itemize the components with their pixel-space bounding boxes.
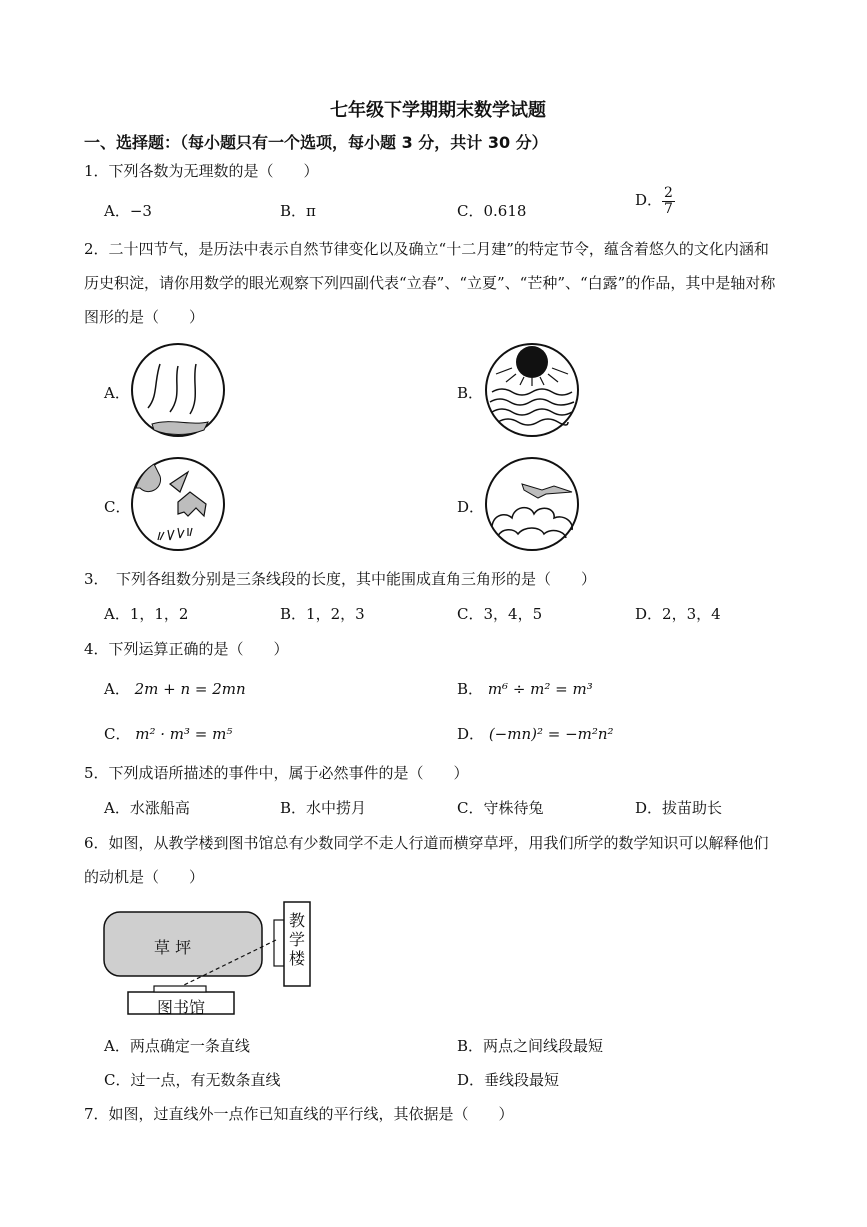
question-4-option-d[interactable]: [457, 723, 614, 744]
question-2-line-3: 图形的是（ ）: [84, 308, 205, 326]
question-7-stem: 7．如图，过直线外一点作已知直线的平行线，其依据是（ ）: [84, 1105, 514, 1123]
option-label: A．: [104, 680, 130, 698]
option-value: −3: [129, 202, 152, 220]
sun-waves-picture[interactable]: [484, 342, 580, 438]
question-5-option-d[interactable]: D．拔苗助长: [635, 799, 723, 817]
option-value: 0.618: [483, 202, 527, 220]
campus-diagram: [100, 900, 320, 1018]
option-value: π: [306, 202, 316, 220]
question-3-option-d[interactable]: D．2，3，4: [635, 605, 721, 623]
question-6-line-2: 的动机是（ ）: [84, 868, 205, 886]
question-2-option-a-label[interactable]: A．: [104, 384, 130, 402]
math-expression: m² · m³ = m⁵: [135, 725, 233, 743]
option-label: C．: [457, 202, 484, 220]
question-4-stem: 4．下列运算正确的是（ ）: [84, 640, 289, 658]
library-label: 图书馆: [157, 998, 206, 1017]
question-1-stem: 1．下列各数为无理数的是（ ）: [84, 162, 319, 180]
question-2-line-1: 2．二十四节气，是历法中表示自然节律变化以及确立“十二月建”的特定节令，蕴含着悠久的文化内涵和: [84, 240, 769, 258]
bird-cloud-picture[interactable]: [484, 456, 580, 552]
question-3-stem: 3． 下列各组数分别是三条线段的长度，其中能围成直角三角形的是（ ）: [84, 570, 597, 588]
question-4-option-a[interactable]: [104, 678, 246, 699]
option-label: A．: [104, 202, 130, 220]
question-1-option-b[interactable]: [280, 200, 316, 221]
building-label-2: 学: [289, 930, 306, 949]
page-title: 七年级下学期期末数学试题: [330, 100, 546, 121]
question-6-option-b[interactable]: B．两点之间线段最短: [457, 1037, 604, 1055]
option-label: B．: [280, 202, 307, 220]
option-label: C．: [104, 725, 131, 743]
question-2-option-d-label[interactable]: D．: [457, 498, 485, 516]
option-label: B．: [457, 680, 484, 698]
question-5-option-b[interactable]: B．水中捞月: [280, 799, 367, 817]
section-heading: 一、选择题：（每小题只有一个选项，每小题 3 分，共计 30 分）: [84, 133, 548, 152]
question-2-option-c-label[interactable]: C．: [104, 498, 131, 516]
math-expression: 2m + n = 2mn: [134, 680, 246, 698]
question-3-option-a[interactable]: A．1，1，2: [104, 605, 189, 623]
question-1-option-c[interactable]: [457, 200, 526, 221]
question-6-option-c[interactable]: C．过一点，有无数条直线: [104, 1071, 281, 1089]
question-3-option-c[interactable]: C．3，4，5: [457, 605, 543, 623]
question-1-option-d[interactable]: [635, 186, 675, 216]
rain-picture[interactable]: [130, 342, 226, 438]
building-label-1: 教: [289, 911, 306, 930]
question-5-option-a[interactable]: A．水涨船高: [104, 799, 190, 817]
question-5-option-c[interactable]: C．守株待兔: [457, 799, 544, 817]
math-expression: m⁶ ÷ m² = m³: [487, 680, 593, 698]
question-2-line-2: 历史积淀，请你用数学的眼光观察下列四副代表“立春”、“立夏”、“芒种”、“白露”的作品，其中是轴对称: [84, 274, 776, 292]
question-6-option-d[interactable]: D．垂线段最短: [457, 1071, 560, 1089]
question-3-option-b[interactable]: B．1，2，3: [280, 605, 365, 623]
question-4-option-b[interactable]: [457, 678, 593, 699]
question-6-option-a[interactable]: A．两点确定一条直线: [104, 1037, 250, 1055]
question-6-line-1: 6．如图，从教学楼到图书馆总有少数同学不走人行道而横穿草坪，用我们所学的数学知识可以解释他们: [84, 834, 769, 852]
question-4-option-c[interactable]: [104, 723, 232, 744]
math-expression: (−mn)² = −m²n²: [488, 725, 614, 743]
house-picture[interactable]: [130, 456, 226, 552]
fraction: $\frac{2}{7}$: [664, 185, 673, 217]
lawn-label: 草 坪: [154, 938, 192, 957]
question-1-option-a[interactable]: [104, 200, 152, 221]
question-5-stem: 5．下列成语所描述的事件中，属于必然事件的是（ ）: [84, 764, 469, 782]
building-label-3: 楼: [289, 949, 306, 968]
option-label: D．: [457, 725, 485, 743]
option-label: D．: [635, 191, 663, 210]
question-2-option-b-label[interactable]: B．: [457, 384, 484, 402]
